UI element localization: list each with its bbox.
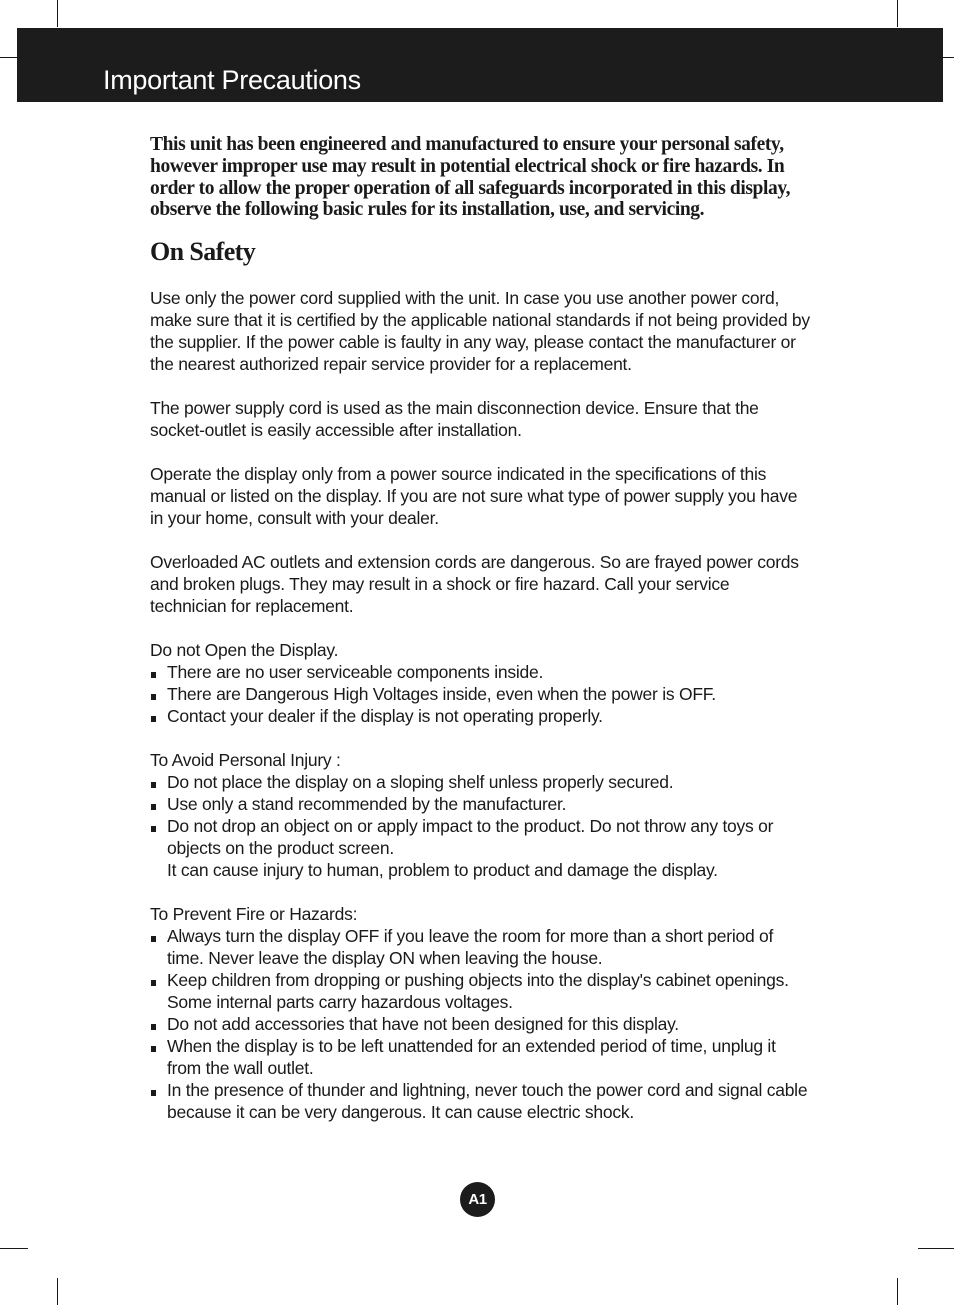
crop-mark-bottom-left-horizontal [0, 1248, 28, 1249]
bullet-square-icon [151, 1046, 156, 1052]
list-item: Contact your dealer if the display is not operating properly. [150, 705, 810, 727]
bullet-square-icon [151, 716, 156, 722]
crop-mark-bottom-left-vertical [57, 1278, 58, 1305]
section-heading: On Safety [150, 237, 256, 267]
bullet-list-do-not-open [150, 661, 810, 727]
list-item-note: It can cause injury to human, problem to product and damage the display. [167, 860, 718, 881]
list-item: When the display is to be left unattended for an extended period of time, unplug it from the wall outlet. [150, 1035, 810, 1079]
bullet-square-icon [151, 826, 156, 832]
list-item: Do not add accessories that have not been designed for this display. [150, 1013, 810, 1035]
header-bar [17, 28, 943, 102]
group-title-avoid-injury: To Avoid Personal Injury : [150, 750, 341, 771]
safety-paragraph-power-source: Operate the display only from a power source indicated in the specifications of this manual or listed on the display. If you are not sure what type of power supply you have in your home, consult with your dealer. [150, 464, 798, 529]
group-title-do-not-open: Do not Open the Display. [150, 640, 339, 661]
safety-paragraph-disconnection: The power supply cord is used as the main disconnection device. Ensure that the socket-outlet is easily accessible after installation. [150, 398, 759, 441]
list-item: Do not place the display on a sloping shelf unless properly secured. [150, 771, 810, 793]
crop-mark-bottom-right-vertical [897, 1278, 898, 1305]
list-item: Always turn the display OFF if you leave the room for more than a short period of time. Never leave the display ON when leaving the house. [150, 925, 810, 969]
crop-mark-top-right-vertical [897, 0, 898, 27]
page-title: Important Precautions [103, 65, 361, 95]
bullet-square-icon [151, 672, 156, 678]
crop-mark-top-left-horizontal [0, 57, 17, 58]
main-content [150, 134, 810, 1123]
list-item: In the presence of thunder and lightning, never touch the power cord and signal cable because it can be very dangerous. It can cause electric shock. [150, 1079, 810, 1123]
bullet-square-icon [151, 804, 156, 810]
list-item: There are no user serviceable components inside. [150, 661, 810, 683]
bullet-square-icon [151, 936, 156, 942]
page-number-badge: A1 [460, 1182, 495, 1217]
safety-paragraph-power-cord: Use only the power cord supplied with the unit. In case you use another power cord, make sure that it is certified by the applicable national standards if not being provided by the supplier. If the power cable is faulty in any way, please contact the manufacturer or the nearest authorized repair service provider for a replacement. [150, 288, 810, 375]
list-item: Keep children from dropping or pushing objects into the display's cabinet openings. Some internal parts carry hazardous voltages. [150, 969, 810, 1013]
bullet-square-icon [151, 1024, 156, 1030]
bullet-list-prevent-fire [150, 925, 810, 1123]
intro-paragraph: This unit has been engineered and manufactured to ensure your personal safety, however improper use may result in potential electrical shock or fire hazards. In order to allow the proper operation of all safeguards incorporated in this display, observe the following basic rules for its installation, use, and servicing. [150, 134, 791, 221]
crop-mark-top-right-horizontal [943, 57, 954, 58]
bullet-square-icon [151, 694, 156, 700]
list-item: Do not drop an object on or apply impact to the product. Do not throw any toys or objects on the product screen. It can cause injury to human, problem to product and damage the display. [150, 815, 810, 881]
list-item: There are Dangerous High Voltages inside, even when the power is OFF. [150, 683, 810, 705]
safety-paragraph-overload: Overloaded AC outlets and extension cords are dangerous. So are frayed power cords and broken plugs. They may result in a shock or fire hazard. Call your service technician for replacement. [150, 552, 799, 617]
group-title-prevent-fire: To Prevent Fire or Hazards: [150, 904, 358, 925]
crop-mark-bottom-right-horizontal [918, 1248, 954, 1249]
bullet-list-avoid-injury [150, 771, 810, 881]
bullet-square-icon [151, 980, 156, 986]
list-item: Use only a stand recommended by the manufacturer. [150, 793, 810, 815]
bullet-square-icon [151, 1090, 156, 1096]
bullet-square-icon [151, 782, 156, 788]
crop-mark-top-left-vertical [57, 0, 58, 27]
